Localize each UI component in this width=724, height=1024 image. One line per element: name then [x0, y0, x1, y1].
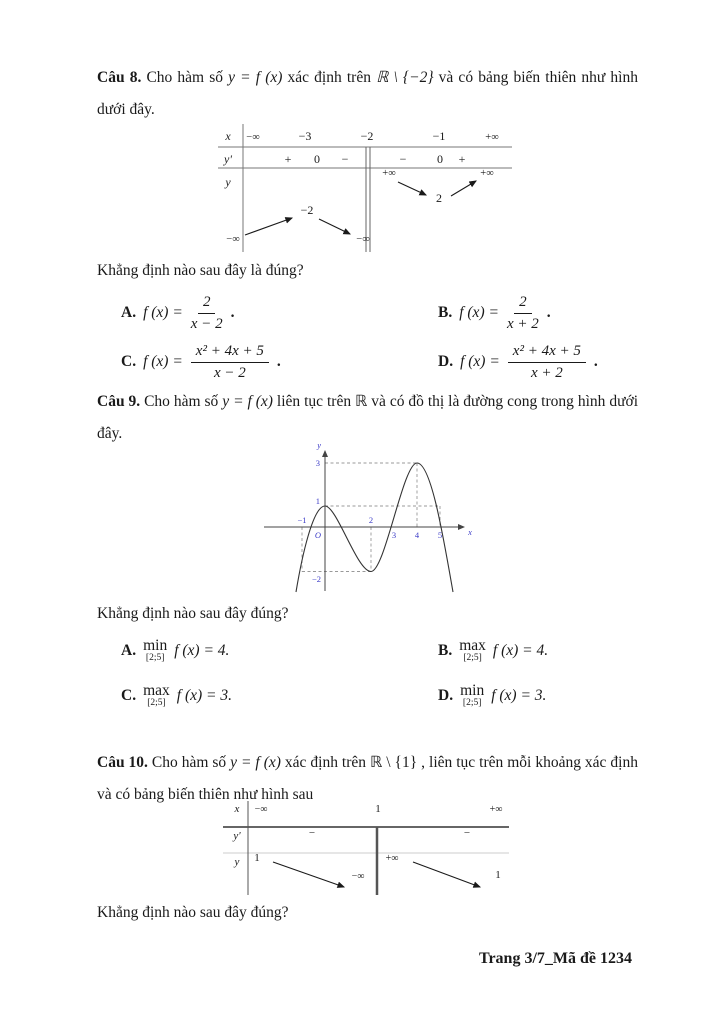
- q9-graph-figure: [262, 438, 482, 595]
- option-math: f (x) = 4.: [174, 642, 230, 659]
- stem-text: và có bảng biến thiên như hình dưới đây.: [97, 69, 638, 118]
- q8-option-c: [121, 338, 281, 386]
- operator-name: min: [460, 681, 485, 699]
- min-max-operator: [143, 638, 167, 664]
- q9-option-c: [121, 678, 232, 714]
- fraction: [191, 293, 223, 334]
- q8-table-y-label: y: [225, 175, 231, 189]
- q10-table-sign: −: [308, 827, 316, 839]
- fraction: [507, 293, 539, 334]
- q9-option-d: [438, 678, 546, 714]
- graph-origin-label: O: [314, 530, 322, 540]
- fraction-denominator: x + 2: [506, 315, 539, 332]
- fraction: [191, 342, 269, 383]
- option-label: B.: [438, 304, 453, 321]
- stem-math: ℝ: [355, 393, 368, 410]
- stem-math: ℝ \ {−2}: [376, 69, 434, 86]
- graph-x-tick: 4: [414, 530, 420, 540]
- fraction-denominator: x − 2: [190, 315, 223, 332]
- stem-text: liên tục trên: [272, 393, 356, 410]
- operator-interval: [2;5]: [147, 698, 166, 709]
- option-math: f (x) = 3.: [491, 687, 547, 704]
- q8-option-d: [438, 338, 598, 386]
- graph-x-tick: 2: [368, 515, 374, 525]
- q10-table-x-value: −∞: [254, 804, 268, 815]
- q10-table-y-value: −∞: [351, 871, 365, 882]
- stem-text: Cho hàm số: [140, 393, 223, 410]
- question-9-number: Câu 9.: [97, 393, 141, 410]
- option-label: C.: [121, 353, 137, 370]
- q8-table-x-value: −3: [298, 129, 312, 143]
- option-label: D.: [438, 353, 454, 370]
- option-period: .: [546, 304, 551, 321]
- stem-text: xác định trên: [282, 69, 377, 86]
- graph-axes: [264, 451, 464, 591]
- q10-table-y-value: 1: [254, 852, 260, 864]
- q8-table-y-value: −∞: [356, 234, 370, 245]
- q8-variation-table-figure: [215, 118, 515, 256]
- option-period: .: [230, 304, 235, 321]
- q8-option-a: [121, 291, 234, 335]
- stem-text: và có đồ thị là đường cong trong hình dưới đây.: [97, 393, 639, 442]
- graph-x-tick: −1: [297, 515, 307, 525]
- q10-variation-table-figure: [215, 798, 515, 898]
- q10-table-y-label: y: [234, 856, 240, 868]
- option-math: f (x) = 4.: [492, 642, 549, 659]
- q9-option-a: [121, 633, 229, 669]
- q8-table-sign: +: [458, 152, 466, 166]
- q10-question-line: Khẳng định nào sau đây đúng?: [97, 904, 289, 921]
- graph-x-axis-label: x: [468, 527, 472, 537]
- q10-table-sign: −: [463, 827, 471, 839]
- option-math: f (x) =: [459, 304, 499, 321]
- stem-math: ℝ \ {1}: [370, 754, 418, 771]
- graph-y-tick: 1: [315, 496, 320, 506]
- option-label: C.: [121, 687, 137, 704]
- q8-option-b: [438, 291, 551, 335]
- option-label: A.: [121, 642, 137, 659]
- q8-table-x-value: −2: [360, 129, 374, 143]
- q10-table-x-label: x: [234, 803, 240, 815]
- stem-math: y = f (x): [222, 393, 273, 410]
- graph-x-tick: 5: [437, 530, 443, 540]
- min-max-operator: [143, 683, 170, 709]
- option-math: f (x) =: [143, 304, 183, 321]
- q8-table-sign: 0: [437, 152, 443, 166]
- option-period: .: [276, 353, 281, 370]
- operator-interval: [2;5]: [462, 698, 482, 709]
- stem-math: y = f (x): [228, 69, 283, 86]
- option-math: f (x) = 3.: [176, 687, 232, 704]
- option-math: f (x) =: [460, 353, 500, 370]
- question-10-number: Câu 10.: [97, 754, 148, 771]
- min-max-operator: [460, 683, 484, 709]
- graph-y-tick: 3: [315, 458, 320, 468]
- q8-table-x-value: +∞: [485, 132, 499, 143]
- q8-table-y-value: −∞: [226, 234, 240, 245]
- operator-interval: [2;5]: [463, 653, 482, 664]
- page-footer: Trang 3/7_Mã đề 1234: [478, 950, 632, 967]
- fraction-numerator: x² + 4x + 5: [508, 342, 586, 363]
- q8-table-sign: −: [399, 152, 407, 166]
- q10-table-x-value: 1: [375, 803, 381, 815]
- question-8-stem: [97, 62, 638, 125]
- q8-table-arrows: [245, 181, 476, 235]
- q9-question-line: Khẳng định nào sau đây đúng?: [97, 605, 289, 622]
- q8-table-y-value: 2: [436, 191, 442, 205]
- q9-option-b: [438, 633, 548, 669]
- option-label: A.: [121, 304, 137, 321]
- min-max-operator: [459, 638, 486, 664]
- operator-name: max: [459, 636, 486, 654]
- stem-text: Cho hàm số: [147, 754, 231, 771]
- stem-text: xác định trên: [280, 754, 371, 771]
- q8-question-line: Khẳng định nào sau đây là đúng?: [97, 262, 304, 279]
- graph-y-tick: −2: [311, 574, 321, 584]
- operator-interval: [2;5]: [145, 653, 165, 664]
- q8-table-x-value: −1: [432, 129, 446, 143]
- fraction-numerator: x² + 4x + 5: [191, 342, 269, 363]
- fraction-denominator: x − 2: [213, 364, 246, 381]
- q8-table-sign: −: [341, 152, 349, 166]
- stem-text: Cho hàm số: [141, 69, 229, 86]
- option-period: .: [593, 353, 598, 370]
- q10-table-yprime-label: y': [233, 830, 241, 842]
- fraction-denominator: x + 2: [530, 364, 563, 381]
- q8-table-sign: 0: [314, 152, 320, 166]
- stem-text: , liên tục trên mỗi khoảng xác định và có bảng biến thiên như hình sau: [97, 754, 638, 803]
- q10-table-y-value: 1: [495, 869, 501, 881]
- stem-math: y = f (x): [230, 754, 281, 771]
- q8-table-y-value: +∞: [382, 168, 396, 179]
- q8-table-y-value: +∞: [480, 168, 494, 179]
- q10-table-y-value: +∞: [385, 853, 399, 864]
- operator-name: max: [143, 681, 170, 699]
- option-math: f (x) =: [143, 353, 183, 370]
- option-label: D.: [438, 687, 454, 704]
- q10-table-x-value: +∞: [489, 804, 503, 815]
- q8-table-x-value: −∞: [246, 132, 260, 143]
- fraction-numerator: 2: [198, 293, 216, 314]
- q8-table-grid: [218, 124, 512, 252]
- fraction: [508, 342, 586, 383]
- q8-table-x-label: x: [225, 129, 231, 143]
- question-8-number: Câu 8.: [97, 69, 142, 86]
- fraction-numerator: 2: [514, 293, 532, 314]
- graph-y-axis-label: y: [317, 440, 321, 450]
- q8-table-y-value: −2: [300, 203, 314, 217]
- operator-name: min: [143, 636, 168, 654]
- q8-table-sign: +: [284, 152, 292, 166]
- graph-x-tick: 3: [391, 530, 397, 540]
- option-label: B.: [438, 642, 453, 659]
- q8-table-yprime-label: y': [224, 152, 232, 166]
- q10-table-grid: [223, 801, 509, 895]
